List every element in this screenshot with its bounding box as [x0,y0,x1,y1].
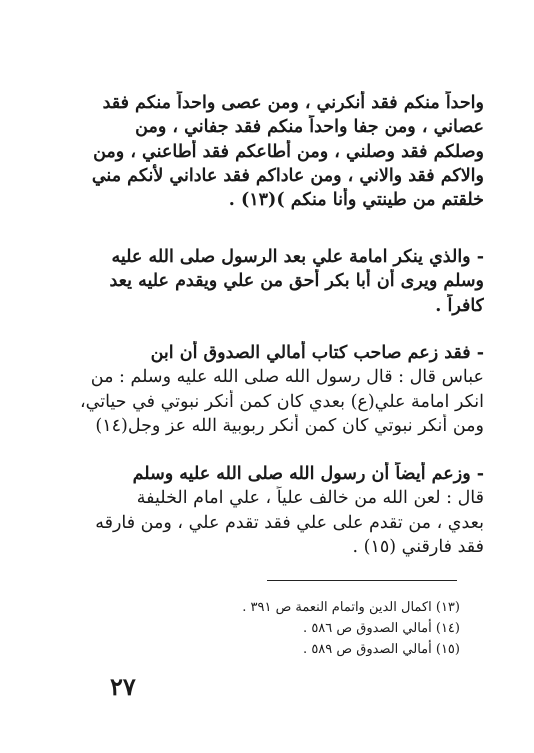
page-number: ٢٧ [110,672,136,701]
footnotes [190,597,460,660]
text-line: وسلم ويرى أن أبا بكر أحق من علي ويقدم عليه يعد [109,271,484,292]
paragraph-4 [54,462,484,559]
text-line: خلقتم من طينتي وأنا منكم )(١٣) . [228,190,484,211]
text-line: والاكم فقد والاني ، ومن عاداكم فقد عاداني لأنكم مني [91,165,484,186]
paragraph-2 [54,245,484,318]
text-line: - والذي ينكر امامة علي بعد الرسول صلى الله عليه [111,247,484,267]
footnote-item: (١٤) أمالي الصدوق ص ٥٨٦ . [303,621,460,636]
text-line: - فقد زعم صاحب كتاب أمالي الصدوق أن ابن [150,343,484,363]
text-line: كافراً . [435,295,484,316]
footnote-divider [267,580,457,581]
text-line: فقد فارقني (١٥) . [352,536,484,557]
text-line: عباس قال : قال رسول الله صلى الله عليه وسلم : من [90,367,484,388]
footnote-item: (١٥) أمالي الصدوق ص ٥٨٩ . [303,642,460,657]
text-line: ومن أنكر نبوتي كان كمن أنكر ربوبية الله عز وجل(١٤) [95,415,484,436]
footnote-item: (١٣) اكمال الدين واتمام النعمة ص ٣٩١ . [242,600,460,615]
text-line: قال : لعن الله من خالف علياً ، علي امام الخليفة [136,488,484,509]
text-line: عصاني ، ومن جفا واحداً منكم فقد جفاني ، ومن [135,117,484,138]
paragraph-1 [54,91,484,212]
text-line: واحداً منكم فقد أنكرني ، ومن عصى واحداً منكم فقد [102,93,484,113]
text-line: انكر امامة علي(ع) بعدي كان كمن أنكر نبوتي في حياتي، [79,391,484,412]
text-line: وصلكم فقد وصلني ، ومن أطاعكم فقد أطاعني ، ومن [93,141,484,162]
text-line: - وزعم أيضاً أن رسول الله صلى الله عليه وسلم [132,464,484,484]
paragraph-3 [54,341,484,438]
text-line: بعدي ، من تقدم على علي فقد تقدم علي ، ومن فارقه [95,512,484,533]
